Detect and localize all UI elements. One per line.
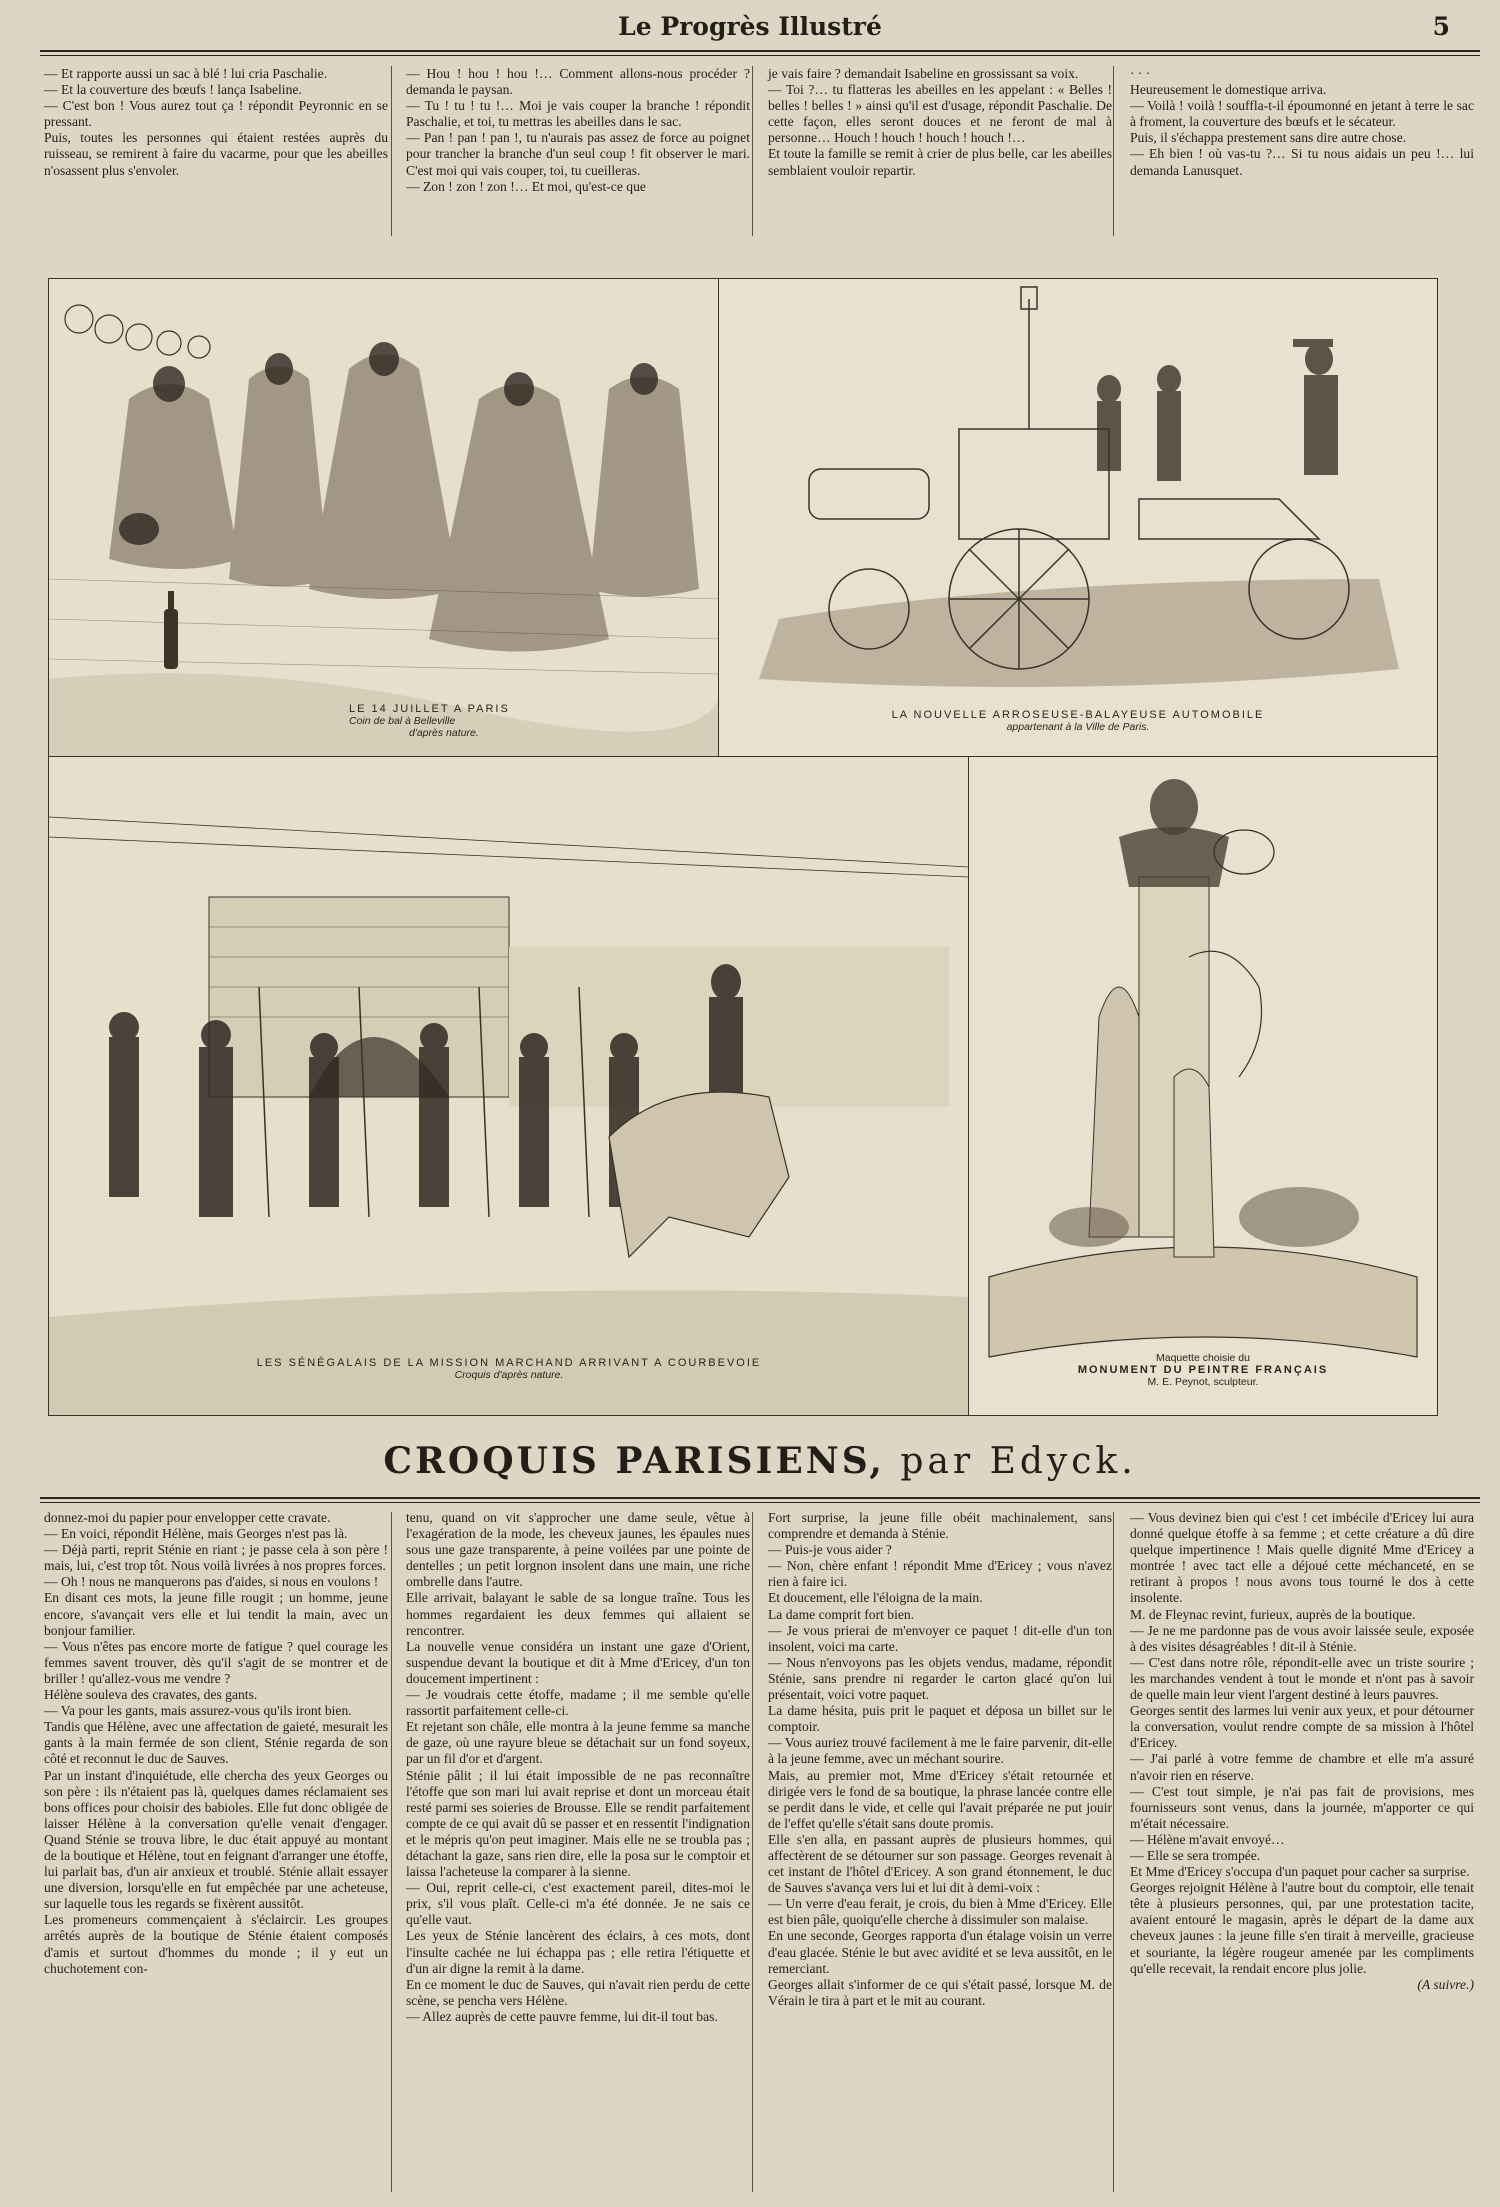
bottom-column-1-text: donnez-moi du papier pour envelopper cette cravate. — En voici, répondit Hélène, mais Georges n'est pas là. — Déjà parti, reprit Sténie en riant ; je passe cela à son père ! mais, lui, c'est trop tôt. Nous voilà livrées à nos propres forces. — Oh ! nous ne manquerons pas d'aides, si nous en voulons ! En disant ces mots, la jeune fille rougit ; un homme, jeune encore, s'avançait vers elle et lui tendit la main, avec un bonjour familier. — Vous n'êtes pas encore morte de fatigue ? quel courage les femmes savent trouver, dès qu'il s'agit de se montrer et de briller ! qu'allez-vous me vendre ? Hélène souleva des cravates, des gants. — Va pour les gants, mais assurez-vous qu'ils iront bien. Tandis que Hélène, avec une affectation de gaieté, mesurait les gants à la main fermée de son client, Sténie regarda de son côté et reconnut le duc de Sauves. Par un instant d'inquiétude, elle chercha des yeux Georges ou son père : ils n'étaient pas là, quelques dames réclamaient ses bons offices pour choisir des babioles. Elle fut donc obligée de laisser Hélène à la conversation qu'elle venait d'engager. Quand Sténie se trouva libre, le duc était appuyé au montant de la boutique et Hélène, tout en feignant d'arranger une étoffe, lui parlait bas, d'un air anxieux et troublé. Sténie allait essayer une diversion, lorsqu'elle en fut empêchée par une acheteuse, sur laquelle tous les regards se fixèrent aussitôt. Les promeneurs commençaient à s'éclaircir. Les groupes arrêtés auprès de la boutique de Sténie étaient composés d'amis et surtout d'hommes du monde ; il y eut un chuchotement con- xyxy=(44,1510,388,1976)
top-column-2 xyxy=(406,66,750,244)
top-column-4-text: · · · Heureusement le domestique arriva. — Voilà ! voilà ! souffla-t-il époumonné en jetant à terre le sac à froment, la couverture des bœufs et le sécateur. Puis, il s'échappa prestement sans dire autre chose. — Eh bien ! où vas-tu ?… Si tu nous aidais un peu !… lui demanda Lanusquet. xyxy=(1130,66,1474,178)
caption-title: LE 14 JUILLET A PARIS xyxy=(349,703,510,715)
bottom-column-4 xyxy=(1130,1510,1474,2200)
bottom-column-3-text: Fort surprise, la jeune fille obéit machinalement, sans comprendre et demanda à Sténie. — Puis-je vous aider ? — Non, chère enfant ! répondit Mme d'Ericey ; vous n'avez rien à faire ici. Et doucement, elle l'éloigna de la main. La dame comprit fort bien. — Je vous prierai de m'envoyer ce paquet ! dit-elle d'un ton insolent, voici ma carte. — Nous n'envoyons pas les objets vendus, madame, répondit Sténie, sans prendre ni regarder le carton glacé qu'on lui présentait, voici votre paquet. La dame hésita, puis prit le paquet et déposa un billet sur le comptoir. — Vous auriez trouvé facilement à me le faire parvenir, dit-elle à la jeune femme, avec un méchant sourire. Mais, au premier mot, Mme d'Ericey s'était retournée et dirigée vers le fond de sa boutique, la phrase lancée contre elle se perdit dans le vide, et celle qui l'avait préparée ne put jouir de l'effet qu'elle s'était sans doute promis. Elle s'en alla, en passant auprès de plusieurs hommes, qui affectèrent de se détourner sur son passage. Georges revenait à cet instant de l'hôtel d'Ericey. A son grand étonnement, le duc de Sauves s'avança vers lui et lui dit à demi-voix : — Un verre d'eau ferait, je crois, du bien à Mme d'Ericey. Elle est bien pâle, quoiqu'elle cherche à dissimuler son malaise. En une seconde, Georges rapporta d'un étalage voisin un verre d'eau glacée. Sténie le but avec avidité et se leva aussitôt, en le remerciant. Georges allait s'informer de ce qui s'était passé, lorsque M. de Vérain le tira à part et le mit au courant. xyxy=(768,1510,1112,2008)
top-text-columns xyxy=(44,66,1474,244)
caption-title: LES SÉNÉGALAIS DE LA MISSION MARCHAND ARRIVANT A COURBEVOIE xyxy=(256,1357,762,1369)
illustration-arroseuse xyxy=(718,278,1438,758)
top-column-3-text: je vais faire ? demandait Isabeline en grossissant sa voix. — Toi ?… tu flatteras les abeilles en les appelant : « Belles ! belles ! belles ! » ainsi qu'il est d'usage, répondit Paschalie. De cette façon, elles seront douces et ne feront de mal à personne… Houch ! houch ! houch ! houch !… Et toute la famille se remit à crier de plus belle, car les abeilles semblaient vouloir repartir. xyxy=(768,66,1112,178)
column-divider xyxy=(1113,66,1114,236)
bottom-text-columns xyxy=(44,1510,1474,2200)
column-divider xyxy=(1113,1512,1114,2192)
page-number: 5 xyxy=(1432,12,1450,41)
illustration-monument xyxy=(968,756,1438,1416)
caption-arroseuse xyxy=(719,709,1437,733)
heading-rule xyxy=(40,1497,1480,1499)
caption-note: d'après nature. xyxy=(409,727,479,739)
bottom-column-4-text: — Vous devinez bien qui c'est ! cet imbécile d'Ericey lui aura donné quelque étoffe à sa femme ; et cette créature a dû dire quelque impertinence ! Mais quelle dignité Mme d'Ericey a montrée ! avec tact elle a déjoué cette méchanceté, en se retirant à propos ! nous avons tous tourné le dos à cette insolente. M. de Fleynac revint, furieux, auprès de la boutique. — Je ne me pardonne pas de vous avoir laissée seule, exposée à des visites désagréables ! dit-il à Sténie. — C'est dans notre rôle, répondit-elle avec un triste sourire ; les marchandes vendent à tout le monde et n'ont pas à savoir de quelle main leur vient l'argent destiné à leurs pauvres. Georges sentit des larmes lui venir aux yeux, et pour détourner la conversation, voulut rendre compte de sa mission à l'hôtel d'Ericey. — J'ai parlé à votre femme de chambre et elle m'a assuré n'avoir rien en réserve. — C'est tout simple, je n'ai pas fait de provisions, mes fournisseurs sont venus, dans la journée, m'apporter ce qui m'était nécessaire. — Hélène m'avait envoyé… — Elle se sera trompée. Et Mme d'Ericey s'occupa d'un paquet pour cacher sa surprise. Georges rejoignit Hélène à l'autre bout du comptoir, elle tenait tête à plusieurs personnes, qui, par une protestation tacite, avaient entouré le magasin, après le départ de la dame aux cheveux jaunes : la jeune fille s'en tirait à merveille, gracieuse et souriante, la légère rougeur amenée par les compliments qu'elle recevait, la rendait encore plus jolie. xyxy=(1130,1510,1474,1976)
dance-scene-engraving xyxy=(49,279,719,757)
column-divider xyxy=(752,1512,753,2192)
masthead xyxy=(44,6,1456,48)
bottom-column-2-text: tenu, quand on vit s'approcher une dame seule, vêtue à l'exagération de la mode, les cheveux jaunes, les épaules nues sous une gaze transparente, à peine voilées par une pointe de dentelles ; un petit lorgnon insolent dans une main, une riche ombrelle dans l'autre. Elle arrivait, balayant le sable de sa longue traîne. Tous les hommes regardaient les deux femmes qui allaient se rencontrer. La nouvelle venue considéra un instant une gaze d'Orient, suspendue devant la boutique et dit à Mme d'Ericey, d'un ton doucement impertinent : — Je voudrais cette étoffe, madame ; il me semble qu'elle rassortit parfaitement celle-ci. Et rejetant son châle, elle montra à la jeune femme sa manche de gaze, où une rayure bleue se détachait sur un fond soyeux, par un fil d'or et d'argent. Sténie pâlit ; il lui était impossible de ne pas reconnaître l'étoffe que son mari lui avait reprise et dont un morceau était resté parmi ses soieries de Brousse. Elle se rendit parfaitement compte de ce qui avait dû se passer et en ressentit l'indignation et le mépris qu'on peut imaginer. Mais elle ne se troubla pas ; détachant la gaze, sans rien dire, elle la posa sur le comptoir et laissa l'acheteuse la comparer à la sienne. — Oui, reprit celle-ci, c'est exactement pareil, dites-moi le prix, s'il vous plaît. Celle-ci m'a été donnée. Je ne sais ce qu'elle vaut. Les yeux de Sténie lancèrent des éclairs, à ces mots, dont l'insulte cachée ne lui échappa pas ; elle retira l'étiquette et d'un air digne la remit à la dame. En ce moment le duc de Sauves, qui n'avait rien perdu de cette scène, se pencha vers Hélène. — Allez auprès de cette pauvre femme, lui dit-il tout bas. xyxy=(406,1510,750,2024)
masthead-rule-thin xyxy=(40,55,1480,56)
caption-intro: Maquette choisie du xyxy=(1156,1352,1250,1364)
to-be-continued: (A suivre.) xyxy=(1417,1976,1474,1992)
monument-engraving xyxy=(969,757,1437,1415)
column-divider xyxy=(391,66,392,236)
bottom-column-2 xyxy=(406,1510,750,2200)
street-sweeper-engraving xyxy=(719,279,1437,757)
top-column-3 xyxy=(768,66,1112,244)
caption-subtitle: Coin de bal à Belleville xyxy=(349,715,456,727)
heading-rule-thin xyxy=(40,1502,1480,1503)
parade-engraving xyxy=(49,757,969,1415)
caption-monument xyxy=(969,1352,1437,1388)
masthead-rule xyxy=(40,50,1480,52)
top-column-2-text: — Hou ! hou ! hou !… Comment allons-nous procéder ? demanda le paysan. — Tu ! tu ! tu !… Moi je vais couper la branche ! répondit Paschalie, et toi, tu mettras les abeilles dans le sac. — Pan ! pan ! pan !, tu n'aurais pas assez de force au poignet pour trancher la branche d'un seul coup ! fit observer le mari. C'est moi qui vais couper, toi, tu cueilleras. — Zon ! zon ! zon !… Et moi, qu'est-ce que xyxy=(406,66,750,194)
caption-bal xyxy=(349,703,719,739)
section-byline: par Edyck. xyxy=(884,1441,1137,1482)
caption-subtitle: Croquis d'après nature. xyxy=(454,1369,564,1381)
column-divider xyxy=(752,66,753,236)
top-column-4 xyxy=(1130,66,1474,244)
column-divider xyxy=(391,1512,392,2192)
section-title: CROQUIS PARISIENS, xyxy=(383,1440,885,1482)
section-heading xyxy=(40,1440,1480,1482)
illustration-senegalais xyxy=(48,756,970,1416)
caption-subtitle: appartenant à la Ville de Paris. xyxy=(1006,721,1150,733)
caption-title: MONUMENT DU PEINTRE FRANÇAIS xyxy=(1077,1364,1329,1376)
bottom-column-3 xyxy=(768,1510,1112,2200)
caption-subtitle: M. E. Peynot, sculpteur. xyxy=(1147,1376,1259,1388)
newspaper-title: Le Progrès Illustré xyxy=(618,12,882,41)
caption-title: LA NOUVELLE ARROSEUSE-BALAYEUSE AUTOMOBILE xyxy=(891,709,1265,721)
top-column-1 xyxy=(44,66,388,244)
top-column-1-text: — Et rapporte aussi un sac à blé ! lui cria Paschalie. — Et la couverture des bœufs ! lança Isabeline. — C'est bon ! Vous aurez tout ça ! répondit Peyronnic en se pressant. Puis, toutes les personnes qui étaient restées auprès du ruisseau, se remirent à faire du vacarme, pour que les abeilles n'osassent plus s'envoler. xyxy=(44,66,388,178)
caption-senegalais xyxy=(49,1357,969,1381)
bottom-column-1 xyxy=(44,1510,388,2200)
illustration-bal-belleville xyxy=(48,278,720,758)
